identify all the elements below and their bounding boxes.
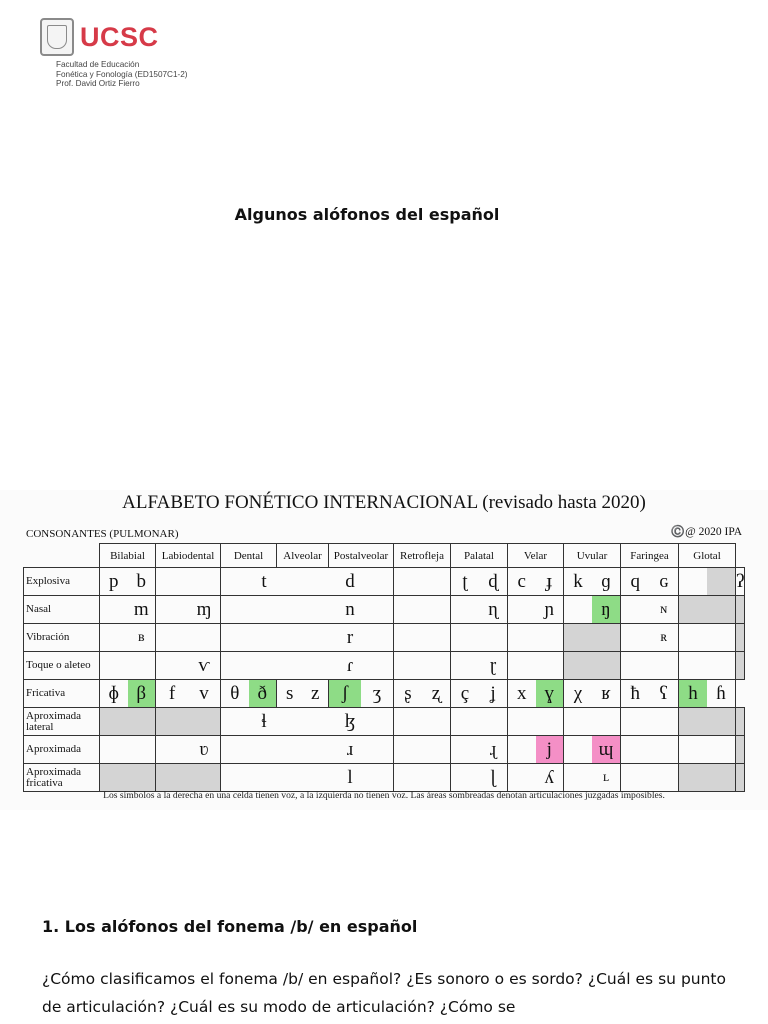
ipa-cell <box>508 736 564 764</box>
ipa-cell <box>736 764 745 792</box>
empty-half-cell <box>508 624 536 651</box>
ipa-symbol: ɖ <box>488 571 498 592</box>
ipa-symbol: m <box>133 599 149 620</box>
ipa-footnote: Los símbolos a la derecha en una celda tienen voz, a la izquierda no tienen voz. Las áreas sombreadas denotan articulaciones juzgadas imposibles. <box>103 790 665 801</box>
empty-half-cell <box>650 764 679 791</box>
ipa-cell <box>156 708 221 736</box>
table-row <box>24 764 745 792</box>
empty-half-cell <box>221 624 307 651</box>
ipa-cell <box>621 764 679 792</box>
empty-half-cell <box>564 708 592 735</box>
ipa-cell <box>679 708 736 736</box>
empty-half-cell <box>100 596 128 623</box>
empty-half-cell <box>564 596 592 623</box>
ipa-cell <box>451 764 508 792</box>
empty-half-cell <box>394 596 422 623</box>
empty-half-cell <box>707 736 735 763</box>
ipa-symbol: ɢ <box>659 571 669 592</box>
ipa-symbol: ɽ <box>489 655 497 676</box>
ipa-symbol: χ <box>573 683 583 704</box>
empty-half-cell <box>422 764 450 791</box>
ipa-cell <box>451 624 508 652</box>
ipa-symbol: ʋ <box>199 739 209 760</box>
ipa-cell <box>621 652 679 680</box>
ipa-symbol: ɲ <box>544 599 554 620</box>
ipa-cell <box>621 736 679 764</box>
ipa-cell <box>508 568 564 596</box>
ipa-symbol: ʐ <box>431 683 441 704</box>
course-info <box>56 60 210 89</box>
ipa-symbol: ʙ <box>137 629 145 645</box>
ipa-cell <box>508 596 564 624</box>
ipa-cell <box>451 568 508 596</box>
empty-half-cell <box>536 652 564 679</box>
empty-half-cell <box>394 708 422 735</box>
ipa-symbol: ʕ <box>659 683 668 704</box>
ipa-symbol: b <box>136 571 146 592</box>
ipa-symbol: p <box>109 571 119 592</box>
ipa-cell <box>508 708 564 736</box>
professor-line: Prof. David Ortiz Fierro <box>56 79 140 89</box>
ipa-cell <box>564 568 621 596</box>
column-header: Faringea <box>621 544 679 568</box>
ipa-symbol: ɦ <box>716 683 726 704</box>
ipa-cell <box>679 736 736 764</box>
ipa-cell <box>508 680 564 708</box>
empty-half-cell <box>679 624 707 651</box>
empty-half-cell <box>508 708 536 735</box>
ipa-symbol: θ <box>230 683 240 704</box>
ipa-symbol: ɾ <box>346 655 354 676</box>
ipa-symbol: ɡ <box>601 571 611 592</box>
column-header: Uvular <box>564 544 621 568</box>
empty-half-cell <box>508 652 536 679</box>
empty-half-cell <box>451 708 479 735</box>
column-header: Velar <box>508 544 564 568</box>
empty-half-cell <box>707 624 735 651</box>
table-row <box>24 708 745 736</box>
column-header: Alveolar <box>277 544 329 568</box>
table-row <box>24 652 745 680</box>
empty-half-cell <box>508 764 536 791</box>
empty-half-cell <box>621 624 650 651</box>
ipa-cell <box>100 764 156 792</box>
logo-text: UCSC <box>80 21 159 52</box>
ipa-symbol: ʁ <box>601 683 611 704</box>
ipa-symbol: r <box>346 627 354 648</box>
ipa-symbol: ç <box>460 683 470 704</box>
university-seal-icon <box>40 18 74 56</box>
ipa-symbol: t <box>261 571 267 592</box>
empty-half-cell <box>394 624 422 651</box>
ipa-symbol: k <box>573 571 583 592</box>
ipa-symbol: β <box>128 680 156 707</box>
empty-half-cell <box>707 652 735 679</box>
empty-half-cell <box>650 652 679 679</box>
ipa-cell <box>277 680 329 708</box>
ipa-symbol: f <box>168 683 176 704</box>
empty-half-cell <box>394 764 422 791</box>
column-header: Bilabial <box>100 544 156 568</box>
ipa-cell <box>156 680 221 708</box>
ipa-cell <box>451 596 508 624</box>
empty-half-cell <box>564 736 592 763</box>
ipa-consonant-table <box>23 543 745 792</box>
empty-half-cell <box>707 568 735 595</box>
faculty-line: Facultad de Educación <box>56 60 140 69</box>
ipa-symbol: ɰ <box>592 736 620 763</box>
empty-half-cell <box>564 764 592 791</box>
ipa-symbol: ʔ <box>736 571 745 592</box>
university-header <box>40 18 210 89</box>
empty-half-cell <box>188 624 220 651</box>
ipa-cell <box>564 680 621 708</box>
ipa-symbol: ɴ <box>660 601 668 617</box>
ipa-symbol: ʀ <box>660 629 668 645</box>
ipa-cell <box>621 624 679 652</box>
ipa-cell <box>221 680 277 708</box>
empty-half-cell <box>156 652 188 679</box>
ipa-cell <box>679 596 736 624</box>
ipa-cell <box>451 652 508 680</box>
ipa-symbol: ʈ <box>462 571 468 592</box>
ipa-cell <box>621 568 679 596</box>
row-label: Aproximada <box>24 736 100 764</box>
ipa-cell <box>221 624 394 652</box>
empty-half-cell <box>650 708 679 735</box>
ipa-cell <box>736 624 745 652</box>
ipa-symbol: ɹ <box>346 739 354 760</box>
ipa-cell <box>508 624 564 652</box>
empty-half-cell <box>221 764 307 791</box>
ipa-cell <box>451 736 508 764</box>
ipa-symbol: n <box>345 599 355 620</box>
empty-half-cell <box>621 736 650 763</box>
table-row <box>24 680 745 708</box>
ipa-cell <box>156 568 221 596</box>
ipa-symbol: ɻ <box>489 739 497 760</box>
ipa-cell <box>221 568 394 596</box>
ipa-cell <box>508 764 564 792</box>
empty-half-cell <box>422 624 450 651</box>
ipa-cell <box>736 596 745 624</box>
empty-half-cell <box>451 736 479 763</box>
ipa-cell <box>100 680 156 708</box>
ipa-copyright: ©️️@ 2020 IPA <box>670 526 742 538</box>
ipa-cell <box>394 680 451 708</box>
ipa-cell <box>679 764 736 792</box>
ipa-cell <box>156 624 221 652</box>
row-label: Aproximada fricativa <box>24 764 100 792</box>
empty-half-cell <box>592 708 620 735</box>
ipa-cell <box>394 624 451 652</box>
ipa-cell <box>100 624 156 652</box>
empty-half-cell <box>394 652 422 679</box>
empty-half-cell <box>679 736 707 763</box>
empty-half-cell <box>156 624 188 651</box>
ipa-cell <box>394 708 451 736</box>
row-label: Explosiva <box>24 568 100 596</box>
empty-half-cell <box>221 596 307 623</box>
ipa-symbol: x <box>517 683 527 704</box>
table-row <box>24 736 745 764</box>
ipa-cell <box>564 624 621 652</box>
ipa-cell <box>394 568 451 596</box>
ipa-cell <box>564 596 621 624</box>
ipa-symbol: ɮ <box>344 711 356 732</box>
ipa-cell <box>621 708 679 736</box>
course-line: Fonética y Fonología (ED1507C1-2) <box>56 69 188 79</box>
ipa-cell <box>156 736 221 764</box>
empty-half-cell <box>100 624 128 651</box>
document-title: Algunos alófonos del español <box>234 205 500 224</box>
ipa-symbol: l <box>347 767 353 788</box>
empty-half-cell <box>451 652 479 679</box>
ipa-symbol: ʟ <box>602 769 609 785</box>
ipa-cell <box>736 568 745 596</box>
ipa-cell <box>621 596 679 624</box>
ipa-section-label: CONSONANTES (PULMONAR) <box>26 528 179 540</box>
ipa-cell <box>621 680 679 708</box>
ipa-cell <box>564 708 621 736</box>
empty-half-cell <box>422 596 450 623</box>
ipa-cell <box>329 680 394 708</box>
empty-half-cell <box>188 568 220 595</box>
ipa-cell <box>679 680 736 708</box>
row-label: Fricativa <box>24 680 100 708</box>
university-logo <box>40 18 210 56</box>
ipa-cell <box>394 764 451 792</box>
empty-half-cell <box>100 652 128 679</box>
ipa-symbol: j <box>536 736 564 763</box>
ipa-symbol: d <box>345 571 355 592</box>
ipa-cell <box>100 708 156 736</box>
empty-half-cell <box>394 736 422 763</box>
empty-half-cell <box>156 596 188 623</box>
ipa-symbol: q <box>630 571 640 592</box>
ipa-cell <box>100 736 156 764</box>
row-label: Aproximada lateral <box>24 708 100 736</box>
ipa-cell <box>100 568 156 596</box>
ipa-cell <box>451 708 508 736</box>
ipa-cell <box>564 764 621 792</box>
empty-half-cell <box>536 624 564 651</box>
ipa-cell <box>394 596 451 624</box>
section-heading: 1. Los alófonos del fonema /b/ en español <box>42 917 418 936</box>
empty-half-cell <box>621 652 650 679</box>
empty-half-cell <box>451 596 479 623</box>
column-header: Glotal <box>679 544 736 568</box>
ipa-symbol: ʎ <box>544 767 554 788</box>
empty-half-cell <box>451 764 479 791</box>
ipa-symbol: ɣ <box>536 680 564 707</box>
ipa-cell <box>221 652 394 680</box>
empty-half-cell <box>422 568 450 595</box>
empty-half-cell <box>479 624 507 651</box>
ipa-cell <box>221 708 394 736</box>
ipa-symbol: ɸ <box>108 683 119 704</box>
ipa-cell <box>564 652 621 680</box>
table-row <box>24 624 745 652</box>
ipa-cell <box>679 652 736 680</box>
ipa-cell <box>679 624 736 652</box>
empty-half-cell <box>394 568 422 595</box>
ipa-symbol: ɭ <box>490 767 496 788</box>
ipa-cell <box>156 764 221 792</box>
empty-half-cell <box>621 708 650 735</box>
ipa-symbol: s <box>286 683 294 704</box>
ipa-symbol: ʒ <box>372 683 382 704</box>
ipa-symbol: c <box>517 571 526 592</box>
ipa-cell <box>736 708 745 736</box>
ipa-symbol: ħ <box>630 683 640 704</box>
ipa-symbol: ð <box>249 680 277 707</box>
empty-half-cell <box>156 736 188 763</box>
empty-half-cell <box>479 708 507 735</box>
empty-half-cell <box>451 624 479 651</box>
column-header: Labiodental <box>156 544 221 568</box>
table-row <box>24 596 745 624</box>
ipa-cell <box>221 596 394 624</box>
empty-half-cell <box>422 708 450 735</box>
ipa-cell <box>736 736 745 764</box>
empty-half-cell <box>128 736 156 763</box>
empty-half-cell <box>221 736 307 763</box>
ipa-symbol: ɬ <box>261 711 267 732</box>
empty-half-cell <box>156 568 188 595</box>
empty-half-cell <box>508 596 536 623</box>
ipa-chart-image <box>0 490 768 810</box>
row-label: Vibración <box>24 624 100 652</box>
empty-half-cell <box>621 596 650 623</box>
ipa-cell <box>100 596 156 624</box>
ipa-symbol: h <box>679 680 707 707</box>
column-header: Palatal <box>451 544 508 568</box>
ipa-cell <box>394 736 451 764</box>
empty-half-cell <box>221 652 307 679</box>
empty-half-cell <box>100 736 128 763</box>
table-corner <box>24 544 100 568</box>
ipa-cell <box>736 652 745 680</box>
column-header: Dental <box>221 544 277 568</box>
empty-half-cell <box>422 652 450 679</box>
empty-half-cell <box>650 736 679 763</box>
row-label: Toque o aleteo <box>24 652 100 680</box>
ipa-cell <box>221 736 394 764</box>
table-row <box>24 568 745 596</box>
ipa-chart-title: ALFABETO FONÉTICO INTERNACIONAL (revisado hasta 2020) <box>122 492 646 513</box>
ipa-cell <box>394 652 451 680</box>
ipa-symbol: ʝ <box>490 683 496 704</box>
empty-half-cell <box>679 568 707 595</box>
ipa-cell <box>451 680 508 708</box>
ipa-cell <box>508 652 564 680</box>
ipa-cell <box>156 596 221 624</box>
ipa-cell <box>156 652 221 680</box>
column-header: Retrofleja <box>394 544 451 568</box>
ipa-cell <box>564 736 621 764</box>
empty-half-cell <box>128 652 156 679</box>
section-body-text: ¿Cómo clasificamos el fonema /b/ en español? ¿Es sonoro o es sordo? ¿Cuál es su punto de articulación? ¿Cuál es su modo de articulación? ¿Cómo se <box>42 970 726 1016</box>
row-label: Nasal <box>24 596 100 624</box>
ipa-cell <box>100 652 156 680</box>
empty-half-cell <box>536 708 564 735</box>
ipa-symbol: ŋ <box>592 596 620 623</box>
ipa-symbol: ɟ <box>546 571 553 592</box>
ipa-symbol: ʂ <box>404 683 412 704</box>
ipa-symbol: ⱱ <box>198 655 210 676</box>
ipa-symbol: ʃ <box>329 680 361 707</box>
ipa-cell <box>679 568 736 596</box>
empty-half-cell <box>508 736 536 763</box>
ipa-symbol: ɱ <box>196 599 212 620</box>
column-header: Postalveolar <box>329 544 394 568</box>
ipa-symbol: ɳ <box>488 599 498 620</box>
ipa-symbol: z <box>311 683 320 704</box>
empty-half-cell <box>679 652 707 679</box>
empty-half-cell <box>621 764 650 791</box>
ipa-cell <box>221 764 394 792</box>
ipa-symbol: v <box>199 683 209 704</box>
empty-half-cell <box>422 736 450 763</box>
